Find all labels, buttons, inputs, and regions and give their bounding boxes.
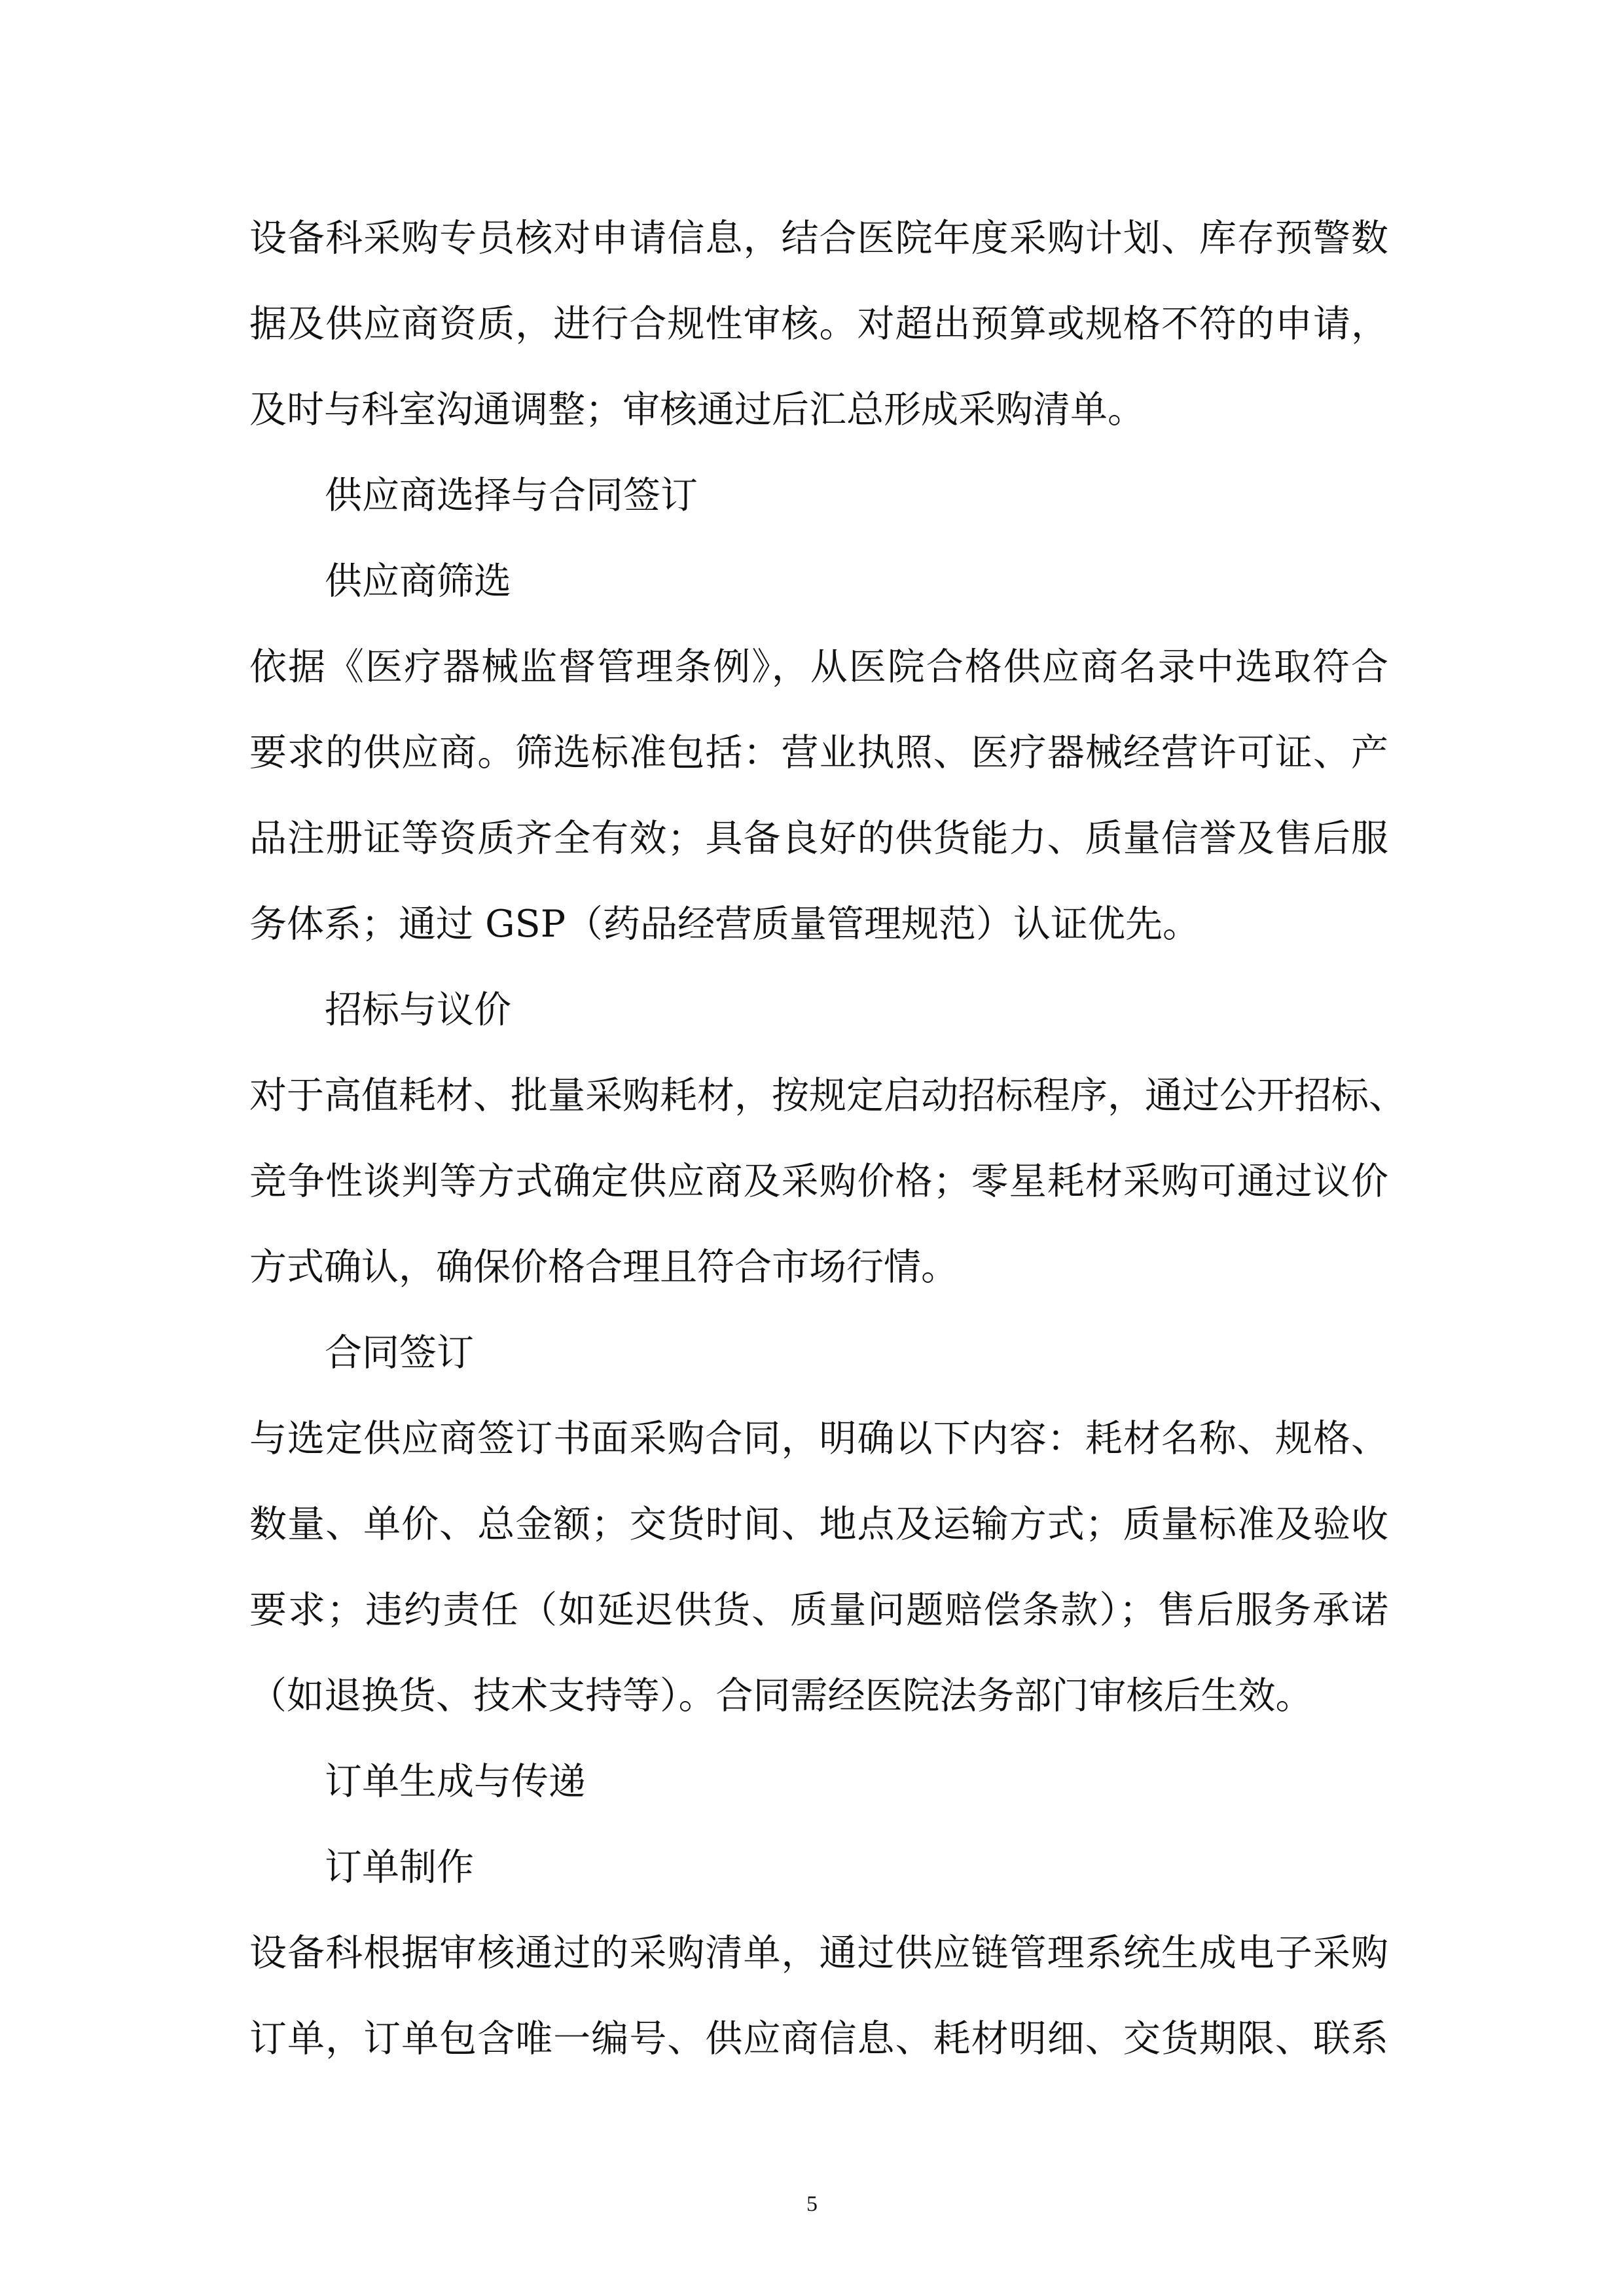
section-heading: 订单生成与传递 [325, 1760, 586, 1803]
page-number: 5 [806, 2192, 818, 2216]
subsection-heading: 招标与议价 [325, 988, 511, 1031]
paragraph-line: 订单，订单包含唯一编号、供应商信息、耗材明细、交货期限、联系 [249, 2017, 1388, 2060]
paragraph-line: 要求；违约责任（如延迟供货、质量问题赔偿条款）；售后服务承诺 [249, 1588, 1388, 1632]
paragraph-line: 方式确认，确保价格合理且符合市场行情。 [249, 1246, 958, 1289]
paragraph-line: 品注册证等资质齐全有效；具备良好的供货能力、质量信誉及售后服 [249, 817, 1388, 860]
section-heading: 供应商选择与合同签订 [325, 474, 698, 517]
paragraph-line: 务体系；通过 GSP（药品经营质量管理规范）认证优先。 [249, 903, 1200, 946]
paragraph-line: （如退换货、技术支持等）。合同需经医院法务部门审核后生效。 [249, 1674, 1313, 1717]
paragraph-line: 设备科根据审核通过的采购清单，通过供应链管理系统生成电子采购 [249, 1931, 1388, 1975]
paragraph-line: 及时与科室沟通调整；审核通过后汇总形成采购清单。 [249, 388, 1145, 431]
paragraph-line: 竞争性谈判等方式确定供应商及采购价格；零星耗材采购可通过议价 [249, 1160, 1388, 1203]
paragraph-line: 据及供应商资质，进行合规性审核。对超出预算或规格不符的申请， [249, 302, 1388, 346]
paragraph-line: 要求的供应商。筛选标准包括：营业执照、医疗器械经营许可证、产 [249, 731, 1388, 774]
subsection-heading: 供应商筛选 [325, 560, 511, 603]
paragraph-line: 对于高值耗材、批量采购耗材，按规定启动招标程序，通过公开招标、 [249, 1074, 1406, 1117]
paragraph-line: 依据《医疗器械监督管理条例》，从医院合格供应商名录中选取符合 [249, 645, 1388, 689]
subsection-heading: 合同签订 [325, 1331, 474, 1374]
subsection-heading: 订单制作 [325, 1846, 474, 1889]
paragraph-line: 数量、单价、总金额；交货时间、地点及运输方式；质量标准及验收 [249, 1503, 1388, 1546]
paragraph-line: 设备科采购专员核对申请信息，结合医院年度采购计划、库存预警数 [249, 217, 1388, 260]
paragraph-line: 与选定供应商签订书面采购合同，明确以下内容：耗材名称、规格、 [249, 1417, 1388, 1460]
